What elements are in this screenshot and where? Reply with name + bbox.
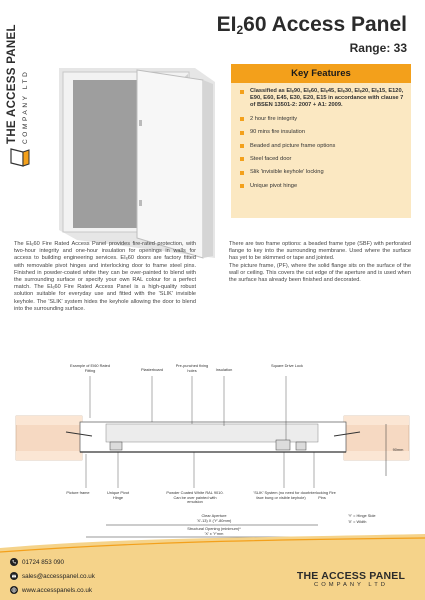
feature-item: Slik 'invisible keyhole' locking <box>240 169 404 176</box>
label-dimension: 90mm <box>392 447 404 452</box>
email-text: sales@accesspanel.co.uk <box>22 572 95 580</box>
description-paragraph: There are two frame options: a beaded frame type (SBF) with perforated flange to key into the surrounding membrane. Used where the surface has yet to be skimmed or tape and jointed. <box>229 241 411 262</box>
door-logo-icon <box>9 147 31 167</box>
feature-item: Unique pivot hinge <box>240 183 404 190</box>
label-picture-frame: Picture frame <box>66 490 90 495</box>
label-powder-coated: Powder Coated White RAL 9010. Can be over painted with emulsion <box>166 490 224 505</box>
feature-item: Steel faced door <box>240 156 404 163</box>
contact-website[interactable] <box>10 585 92 595</box>
label-width-note: 'X' = Width <box>348 519 367 524</box>
label-example: Example of EI60 Rated Fitting <box>69 363 110 373</box>
label-fixing-holes: Pre-punched fixing holes <box>175 363 209 373</box>
label-insulation: Insulation <box>215 367 233 372</box>
label-fire-pins: Interlocking Fire Pins <box>308 490 336 500</box>
website-text: www.accesspanels.co.uk <box>22 586 92 594</box>
email-icon <box>10 572 18 580</box>
label-structural-dimension: 'X' x 'Y'mm <box>204 531 224 536</box>
phone-text: 01724 853 090 <box>22 558 65 566</box>
footer-logo-sub: COMPANY LTD <box>314 582 388 588</box>
side-logo <box>6 4 36 164</box>
feature-item: Beaded and picture frame options <box>240 143 404 150</box>
side-logo-sub: COMPANY LTD <box>22 69 29 144</box>
footer-logo <box>290 570 412 588</box>
description-right-column <box>229 241 411 284</box>
globe-icon <box>10 586 18 594</box>
side-logo-name: THE ACCESS PANEL <box>6 24 18 144</box>
feature-item: Classified as EIₑ90, EIₑ60, EIₑ45, EIₑ30, EIₑ20, EIₑ15, E120, E90, E60, E45, E30, E20, E15 in accordance with clause 7 of BSEN 13501-2: 2007 + A1: 2009. <box>240 88 404 110</box>
label-structural-opening: Structural Opening (minimum)* <box>187 526 241 531</box>
label-clear-dimension: 'X'-13) X ('Y'-80mm) <box>196 518 232 523</box>
contact-email[interactable] <box>10 571 95 581</box>
description-left-column <box>14 241 196 313</box>
description-paragraph: The picture frame, (PF), where the solid flange sits on the surface of the wall or ceiling. This covers the cut edge of the aperture and is used when the surface has already been finished and decorated. <box>229 262 411 284</box>
label-lock: Square Drive Lock <box>270 363 303 368</box>
technical-diagram <box>14 362 411 542</box>
footer-logo-name: THE ACCESS PANEL <box>296 570 406 582</box>
range-label: Range: 33 <box>349 41 407 55</box>
label-pivot-hinge: Unique Pivot Hinge <box>106 490 130 500</box>
label-plasterboard: Plasterboard <box>140 367 164 372</box>
key-features-panel <box>231 64 411 218</box>
access-panel-product-image <box>55 60 220 260</box>
page-title: $EI_260$ Access Panel <box>216 13 407 37</box>
key-features-heading: Key Features <box>231 64 411 83</box>
key-features-list <box>231 83 411 190</box>
label-slik-system: 'SLIK' System (no need for door face bung or visible keyhole) <box>253 490 309 500</box>
description-paragraph: The EIₑ60 Fire Rated Access Panel provides fire-rated protection, with two-hour integrity and one-hour insulation for openings in walls for access to building engineering services. EIₑ60 doors are factory fitted with removable pivot hinges and interlocking door to frame steel pins. Finished in powder-coated white they can be over-painted to blend with the surrounding surface or specify your own RAL colour for a perfect match. The EIₑ60 Fire Rated Access Panel is a high-quality robust solution suitable for everyday use and fitted with the 'SLIK' invisible keyhole. The 'SLIK' system hides the keyhole allowing the door to blend into the surrounding surface. <box>14 241 196 312</box>
label-hinge-side-note: 'Y' = Hinge Side <box>348 513 376 518</box>
label-clear-aperture: Clear Aperture <box>201 513 227 518</box>
feature-item: 90 mins fire insulation <box>240 129 404 136</box>
feature-item: 2 hour fire integrity <box>240 116 404 123</box>
phone-icon <box>10 558 18 566</box>
contact-phone[interactable] <box>10 557 64 567</box>
